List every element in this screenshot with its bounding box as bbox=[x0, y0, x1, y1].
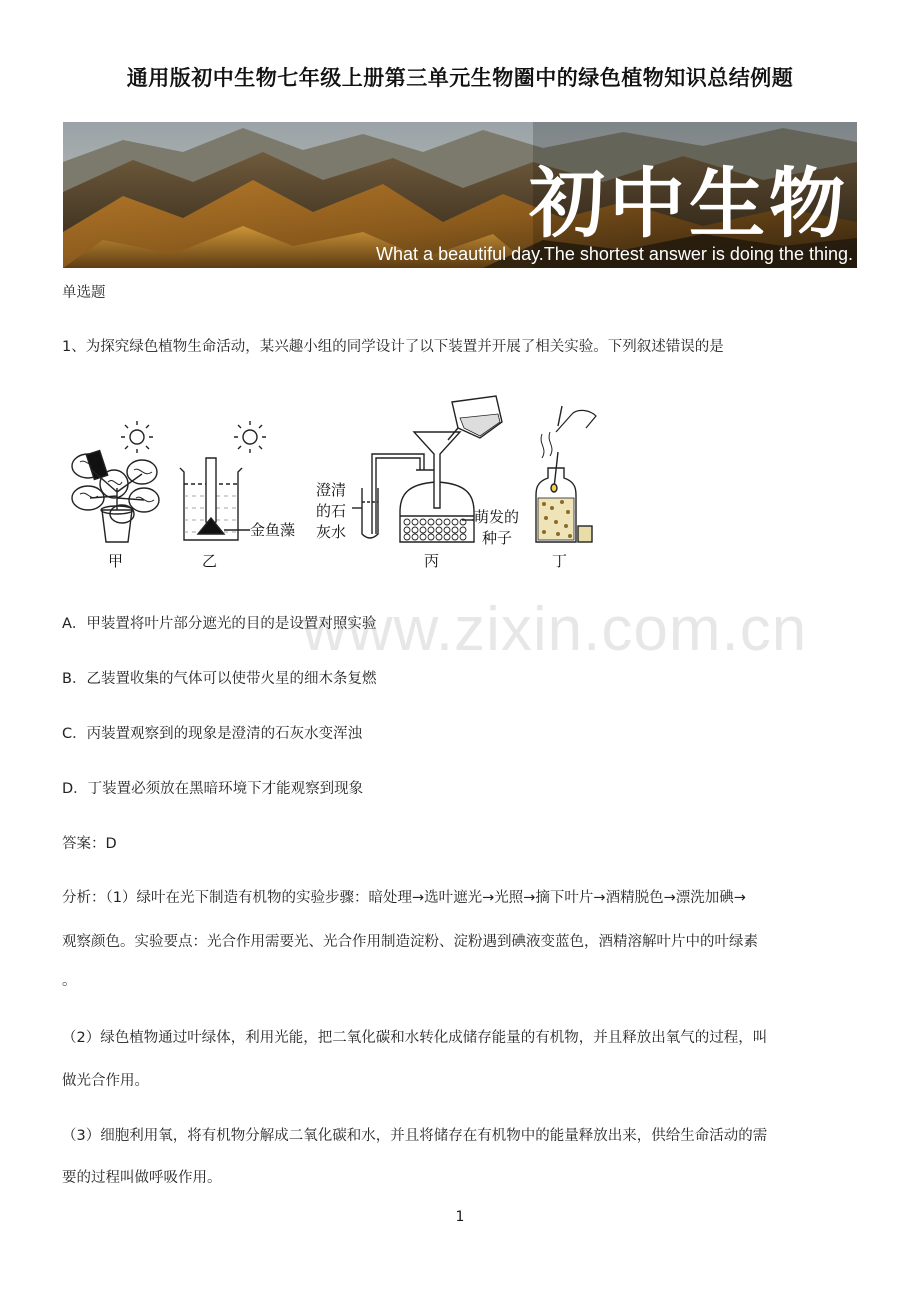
watermark: www.zixin.com.cn bbox=[302, 595, 808, 664]
analysis-line-6: （3）细胞利用氧，将有机物分解成二氧化碳和水，并且将储存在有机物中的能量释放出来，供给生命活动的需 bbox=[62, 1128, 768, 1144]
sun-icon bbox=[121, 421, 153, 453]
answer: 答案：D bbox=[62, 836, 117, 852]
label-seeds-2: 种子 bbox=[482, 529, 513, 547]
analysis-line-1: 分析：（1）绿叶在光下制造有机物的实验步骤：暗处理→选叶遮光→光照→摘下叶片→酒精脱色→漂洗加碘→ bbox=[62, 890, 746, 906]
banner-big-text: 初中生物 bbox=[529, 159, 849, 248]
sun-icon bbox=[234, 421, 266, 453]
label-seeds-1: 萌发的 bbox=[474, 508, 520, 526]
page-number: 1 bbox=[455, 1209, 465, 1225]
label-bing: 丙 bbox=[424, 552, 440, 570]
document-title: 通用版初中生物七年级上册第三单元生物圈中的绿色植物知识总结例题 bbox=[126, 66, 794, 90]
label-algae: 金鱼藻 bbox=[250, 521, 296, 539]
experiment-figure bbox=[62, 392, 622, 582]
label-jia: 甲 bbox=[108, 552, 124, 570]
analysis-line-4: （2）绿色植物通过叶绿体，利用光能，把二氧化碳和水转化成储存能量的有机物，并且释放出氧气的过程，叫 bbox=[62, 1030, 768, 1046]
analysis-line-2: 观察颜色。实验要点：光合作用需要光、光合作用制造淀粉、淀粉遇到碘液变蓝色，酒精溶解叶片中的叶绿素 bbox=[62, 934, 758, 950]
analysis-line-7: 要的过程叫做呼吸作用。 bbox=[62, 1170, 222, 1186]
label-lime-2: 的石 bbox=[316, 502, 347, 520]
label-lime-3: 灰水 bbox=[316, 523, 347, 541]
question-text: 1、为探究绿色植物生命活动，某兴趣小组的同学设计了以下装置并开展了相关实验。下列叙述错误的是 bbox=[62, 339, 724, 355]
label-lime-1: 澄清 bbox=[316, 481, 347, 499]
analysis-line-5: 做光合作用。 bbox=[62, 1073, 149, 1089]
option-a: A．甲装置将叶片部分遮光的目的是设置对照实验 bbox=[62, 616, 377, 632]
banner-tagline: What a beautiful day.The shortest answer is doing the thing. bbox=[376, 244, 853, 264]
label-ding: 丁 bbox=[552, 552, 568, 570]
option-c: C．丙装置观察到的现象是澄清的石灰水变浑浊 bbox=[62, 726, 363, 742]
jar-icon bbox=[536, 406, 596, 542]
label-yi: 乙 bbox=[202, 552, 218, 570]
beaker-icon bbox=[180, 458, 250, 540]
section-heading: 单选题 bbox=[62, 285, 106, 301]
potted-plant-icon bbox=[72, 450, 159, 542]
option-b: B．乙装置收集的气体可以使带火星的细木条复燃 bbox=[62, 671, 377, 687]
test-tube-icon bbox=[352, 454, 424, 538]
banner-image bbox=[63, 122, 857, 268]
analysis-line-3: 。 bbox=[62, 973, 77, 989]
option-d: D．丁装置必须放在黑暗环境下才能观察到现象 bbox=[62, 781, 364, 797]
